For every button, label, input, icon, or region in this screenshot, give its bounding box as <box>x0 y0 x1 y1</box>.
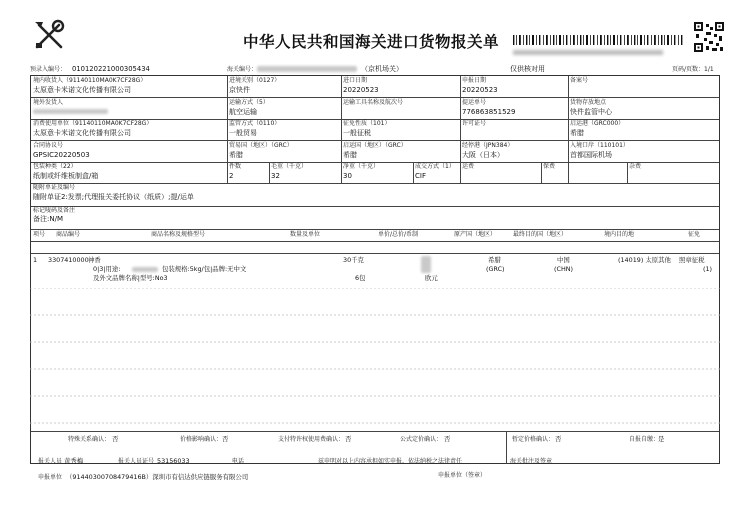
quantity-1: 30千克 <box>343 256 364 264</box>
exemption: 照章征税 <box>679 256 705 264</box>
formula-price-label: 公式定价确认： <box>400 436 443 443</box>
col-hs-code: 商品编号 <box>56 231 81 238</box>
provisional-price-value: 否 <box>555 435 562 443</box>
transport-mode-value: 航空运输 <box>229 108 257 116</box>
net-weight-value: 30 <box>343 172 352 180</box>
formula-price-value: 否 <box>444 435 451 443</box>
departure-port-label: 启运港（GRC000） <box>570 120 625 127</box>
currency: 欧元 <box>425 274 438 282</box>
port-note: （京机场关） <box>361 65 403 73</box>
shipper-label: 境外发货人 <box>33 99 64 106</box>
customs-emblem-icon <box>32 18 66 52</box>
exemption-code: (1) <box>703 265 713 273</box>
col-name-spec: 商品名称及规格型号 <box>151 231 206 238</box>
origin-country: 希腊 <box>488 256 501 264</box>
gross-weight-label: 毛重（千克） <box>271 163 308 170</box>
qr-code <box>694 22 724 52</box>
qr-code-icon <box>694 22 724 52</box>
agent-sign-label: 申报单位（签章） <box>438 472 487 479</box>
bill-no-label: 提运单号 <box>462 99 487 106</box>
goods-spec-b: 包装规格:5kg/包|品牌:无中文 <box>162 265 247 273</box>
marks-label: 标记唛码及备注 <box>33 207 76 214</box>
entry-port-value: 首都国际机场 <box>570 151 612 159</box>
self-pay-label: 自报自缴： <box>629 436 660 443</box>
consignee-label: 境内收货人（91140110MA0K7CF28G） <box>33 77 147 84</box>
shipper-value-redacted <box>33 109 108 114</box>
hs-code: 3307410000 <box>48 256 89 264</box>
import-date-value: 20220523 <box>343 86 379 94</box>
barcode-number-redacted <box>513 50 663 55</box>
phone-label: 电话 <box>232 458 245 465</box>
goods-spec-line2: 及外文品牌名称|型号:No3 <box>93 274 168 282</box>
marks-value: 备注:N/M <box>33 215 63 223</box>
record-no-label: 预录入编号： <box>30 66 67 73</box>
vessel-label: 运输工具名称及航次号 <box>343 99 404 106</box>
agent-label: 申报单位 <box>38 474 63 481</box>
price-effect-label: 价格影响确认： <box>180 436 223 443</box>
barcode-icon <box>513 35 683 45</box>
origin-country-value: 希腊 <box>343 151 357 159</box>
supervision-label: 监管方式（0110） <box>229 120 281 127</box>
permit-label: 许可证号 <box>462 120 487 127</box>
transport-mode-label: 运输方式（5） <box>229 99 269 106</box>
consignee-value: 太原意卡米诺文化传播有限公司 <box>33 86 131 94</box>
declarer-label: 报关人员 <box>38 458 63 465</box>
royalty-label: 支付特许权使用费确认： <box>278 436 345 443</box>
docs-value: 随附单证2:发票;代理报关委托协议（纸质）;提/运单 <box>33 193 194 201</box>
col-origin: 原产国（地区） <box>454 231 497 238</box>
price-effect-value: 否 <box>222 435 229 443</box>
departure-port-value: 希腊 <box>570 129 584 137</box>
customs-remarks-label: 海关批注及签章 <box>510 458 553 465</box>
insurance-label: 保费 <box>543 163 556 170</box>
storage-value: 快件监管中心 <box>570 108 612 116</box>
cert-no-value: 53156033 <box>157 457 190 465</box>
declare-date-value: 20220523 <box>462 86 498 94</box>
goods-name: 神香 <box>88 256 101 264</box>
declare-date-label: 申报日期 <box>462 77 487 84</box>
user-unit-label: 消费使用单位（91140110MA0K7CF28G） <box>33 120 153 127</box>
entry-port-label: 入境口岸（110101） <box>570 142 629 149</box>
cert-no-label: 报关人员证号 <box>118 458 155 465</box>
row-separators <box>30 288 720 428</box>
record-no: 010120221000305434 <box>72 65 150 73</box>
col-price: 单价/总价/币制 <box>378 231 419 238</box>
col-exemption: 征免 <box>688 231 701 238</box>
entry-customs-value: 京快件 <box>229 86 250 94</box>
page-title: 中华人民共和国海关进口货物报关单 <box>243 33 500 51</box>
special-relation-value: 否 <box>112 435 119 443</box>
tax-nature-label: 征免性质（101） <box>343 120 391 127</box>
deal-mode-value: CIF <box>415 172 426 180</box>
entry-customs-label: 进境关别（0127） <box>229 77 281 84</box>
royalty-value: 否 <box>345 435 352 443</box>
col-domestic-dest: 境内目的地 <box>604 231 635 238</box>
gross-weight-value: 32 <box>271 172 280 180</box>
transit-port-value: 大阪（日本） <box>462 151 504 159</box>
freight-label: 运费 <box>462 163 475 170</box>
pack-type-value: 纸制或纤维板制盒/箱 <box>33 172 99 180</box>
quantity-2: 6包 <box>355 274 366 282</box>
logo <box>32 18 66 52</box>
docs-label: 随附单证及编号 <box>33 184 76 191</box>
contract-value: GPSIC20220503 <box>33 151 90 159</box>
goods-use-redacted <box>132 267 158 272</box>
final-dest-code: (CHN) <box>554 265 574 273</box>
page-number: 页码/页数：1/1 <box>672 66 714 73</box>
pieces-label: 件数 <box>229 163 242 170</box>
origin-code: (GRC) <box>486 265 505 273</box>
filing-no-label: 备案号 <box>570 77 589 84</box>
item-no: 1 <box>33 256 38 264</box>
col-final-dest: 最终目的国（地区） <box>513 231 568 238</box>
declarer-name: 黄秀梅 <box>64 457 84 465</box>
col-item-no: 项号 <box>33 231 46 238</box>
agent-value: （91440300708479416B）深圳市有信达供应链服务有限公司 <box>66 473 249 481</box>
origin-country-label: 启运国（地区）（GRC） <box>343 142 407 149</box>
deal-mode-label: 成交方式（1） <box>415 163 455 170</box>
trade-country-value: 希腊 <box>229 151 243 159</box>
legal-statement: 兹申明对以上内容承担如实申报、依法纳税之法律责任 <box>318 458 463 465</box>
pieces-value: 2 <box>229 172 234 180</box>
customs-no-label: 海关编号： <box>227 66 258 73</box>
supervision-value: 一般贸易 <box>229 129 257 137</box>
goods-spec-a: 0|3|用途: <box>93 265 121 273</box>
net-weight-label: 净重（千克） <box>343 163 380 170</box>
trade-country-label: 贸易国（地区）（GRC） <box>229 142 293 149</box>
user-unit-value: 太原意卡米诺文化传播有限公司 <box>33 129 131 137</box>
transit-port-label: 经停港（JPN384） <box>462 142 514 149</box>
price-redacted <box>421 256 431 273</box>
misc-fee-label: 杂费 <box>629 163 642 170</box>
domestic-dest: (14019) 太原其他 <box>618 256 671 264</box>
import-date-label: 进口日期 <box>343 77 368 84</box>
self-pay-value: 是 <box>658 435 665 443</box>
tax-nature-value: 一般征税 <box>343 129 371 137</box>
provisional-price-label: 暂定价格确认： <box>512 436 555 443</box>
usage-note: 仅供核对用 <box>510 65 545 73</box>
storage-label: 货物存放地点 <box>570 99 607 106</box>
pack-type-label: 包装种类（22） <box>33 163 77 170</box>
barcode <box>513 30 683 46</box>
customs-no-redacted <box>257 66 357 72</box>
contract-label: 合同协议号 <box>33 142 64 149</box>
bill-no-value: 776863851529 <box>462 108 516 116</box>
col-quantity: 数量及单位 <box>290 231 321 238</box>
special-relation-label: 特殊关系确认： <box>68 436 111 443</box>
final-dest: 中国 <box>557 256 570 264</box>
